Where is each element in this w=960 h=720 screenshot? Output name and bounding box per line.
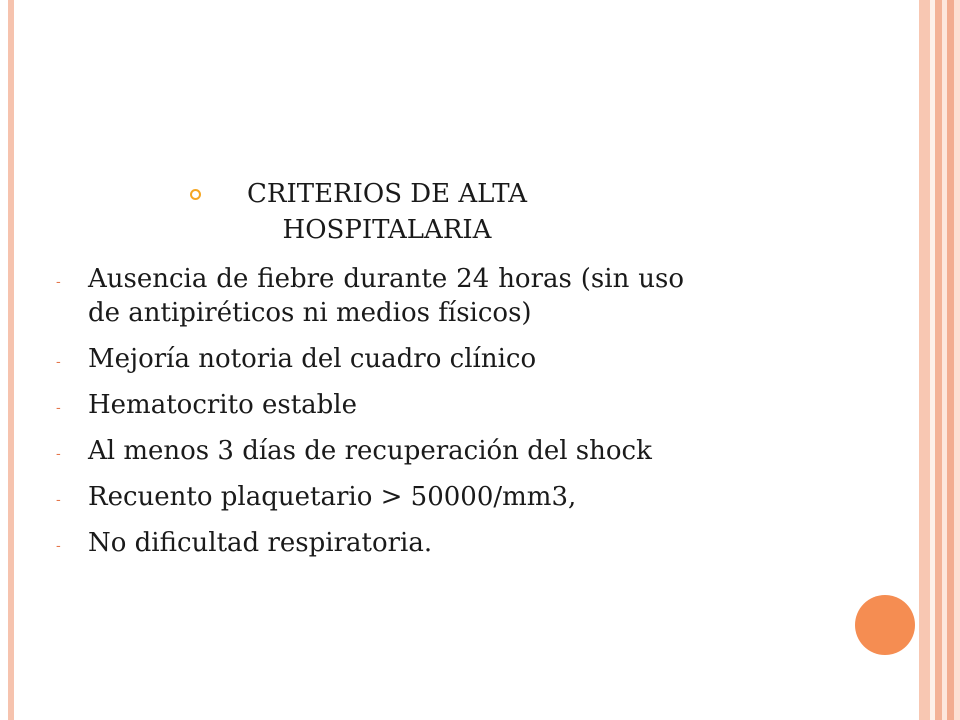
dash-bullet: -: [56, 538, 61, 554]
list-item-text: Mejoría notoria del cuadro clínico: [88, 344, 537, 374]
list-item: [56, 262, 684, 330]
list-item: [56, 526, 684, 560]
list-item: [56, 480, 684, 514]
list-item: [56, 434, 684, 468]
dash-bullet: -: [56, 354, 61, 370]
list-item-text: Ausencia de fiebre durante 24 horas (sin uso de antipiréticos ni medios físicos): [88, 264, 684, 328]
slide-title: CRITERIOS DE ALTA HOSPITALARIA: [246, 179, 527, 245]
list-item-text: Hematocrito estable: [88, 390, 358, 420]
title-block: [190, 176, 570, 248]
dash-bullet: -: [56, 274, 61, 290]
list-item-text: No dificultad respiratoria.: [88, 528, 433, 558]
list-item: [56, 388, 684, 422]
list-item: [56, 342, 684, 376]
dash-bullet: -: [56, 446, 61, 462]
criteria-list: [56, 262, 684, 572]
list-item-text: Al menos 3 días de recuperación del shock: [88, 436, 652, 466]
list-item-text: Recuento plaquetario > 50000/mm3,: [88, 482, 577, 512]
ring-bullet-icon: [190, 189, 201, 200]
dash-bullet: -: [56, 492, 61, 508]
dash-bullet: -: [56, 400, 61, 416]
